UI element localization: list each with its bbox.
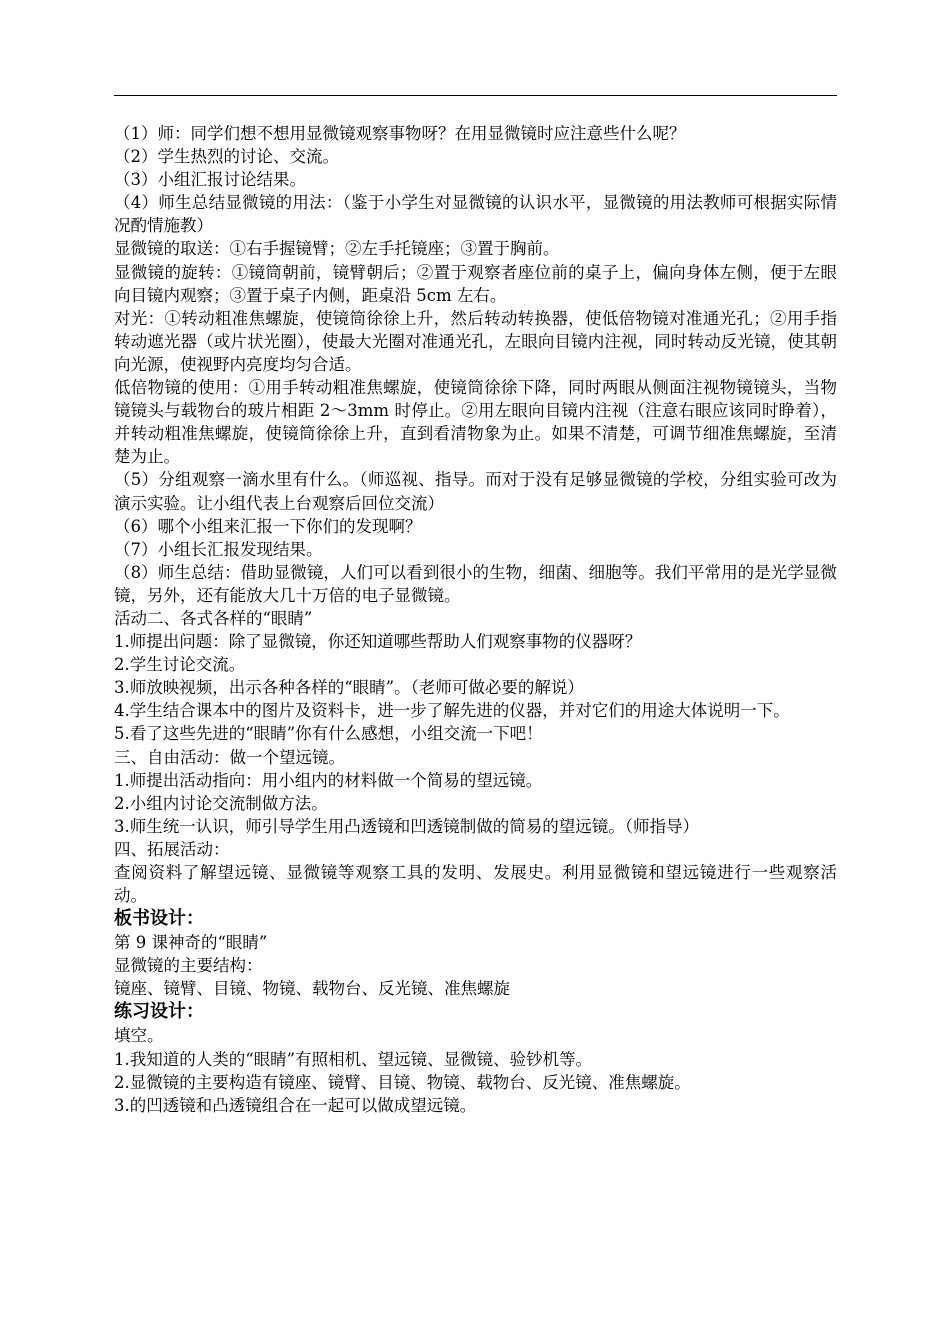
section-heading: 练习设计： [114,1001,204,1023]
paragraph: （5）分组观察一滴水里有什么。（师巡视、指导。而对于没有足够显微镜的学校，分组实验可改为演示实验。让小组代表上台观察后回位交流） [114,470,837,513]
paragraph: 3.的凹透镜和凸透镜组合在一起可以做成望远镜。 [114,1095,477,1115]
paragraph: 3.师放映视频，出示各种各样的“眼睛”。（老师可做必要的解说） [114,678,584,698]
section-heading: 板书设计： [114,908,204,930]
paragraph: 2.显微镜的主要构造有镜座、镜臂、目镜、物镜、载物台、反光镜、准焦螺旋。 [114,1072,691,1092]
paragraph: 查阅资料了解望远镜、显微镜等观察工具的发明、发展史。利用显微镜和望远镜进行一些观察活动。 [114,863,837,906]
paragraph: （1）师：同学们想不想用显微镜观察事物呀？在用显微镜时应注意些什么呢？ [114,124,686,143]
paragraph: （6）哪个小组来汇报一下你们的发现啊？ [114,516,422,536]
paragraph: 2.小组内讨论交流制做方法。 [114,793,328,813]
paragraph: 3.师生统一认识，师引导学生用凸透镜和凹透镜制做的简易的望远镜。（师指导） [114,816,699,836]
paragraph: 镜座、镜臂、目镜、物镜、载物台、反光镜、准焦螺旋 [114,979,510,999]
paragraph: 1.师提出问题：除了显微镜，你还知道哪些帮助人们观察事物的仪器呀？ [114,632,642,652]
paragraph: 1.我知道的人类的“眼睛”有照相机、望远镜、显微镜、验钞机等。 [114,1049,593,1069]
paragraph: 显微镜的旋转：①镜筒朝前，镜臂朝后；②置于观察者座位前的桌子上，偏向身体左侧，便于左眼向目镜内观察；③置于桌子内侧，距桌沿 5cm 左右。 [114,262,837,305]
paragraph: 低倍物镜的使用：①用手转动粗准焦螺旋，使镜筒徐徐下降，同时两眼从侧面注视物镜镜头，当物镜镜头与载物台的玻片相距 2～3mm 时停止。②用左眼向目镜内注视（注意右眼应该同时睁着），并转动粗准焦螺旋，使镜筒徐徐上升，直到看清物象为止。如果不清楚，可调节细准焦螺旋，至清楚为止。 [114,378,837,467]
paragraph: 显微镜的取送：①右手握镜臂；②左手托镜座；③置于胸前。 [114,239,560,259]
paragraph: 对光：①转动粗准焦螺旋，使镜筒徐徐上升，然后转动转换器，使低倍物镜对准通光孔；②用手指转动遮光器（或片状光圈），使最大光圈对准通光孔，左眼向目镜内注视，同时转动反光镜，使其朝向光源，使视野内亮度均匀合适。 [114,308,837,374]
paragraph: 活动二、各式各样的“眼睛” [114,608,313,628]
document-body [114,122,837,1117]
paragraph: 四、拓展活动： [114,839,230,859]
paragraph: 填空。 [114,1026,164,1046]
header-rule [114,95,837,96]
paragraph: （7）小组长汇报发现结果。 [114,539,323,559]
paragraph: （3）小组汇报讨论结果。 [114,170,306,190]
paragraph: 1.师提出活动指向：用小组内的材料做一个简易的望远镜。 [114,770,543,790]
paragraph: （2）学生热烈的讨论、交流。 [114,147,339,167]
paragraph: 三、自由活动：做一个望远镜。 [114,747,345,767]
paragraph: 2.学生讨论交流。 [114,655,246,675]
paragraph: （8）师生总结：借助显微镜，人们可以看到很小的生物，细菌、细胞等。我们平常用的是光学显微镜，另外，还有能放大几十万倍的电子显微镜。 [114,562,837,605]
paragraph: 显微镜的主要结构： [114,956,263,976]
paragraph: 5.看了这些先进的“眼睛”你有什么感想，小组交流一下吧！ [114,724,543,744]
paragraph: （4）师生总结显微镜的用法：（鉴于小学生对显微镜的认识水平，显微镜的用法教师可根据实际情况酌情施教） [114,193,837,236]
paragraph: 第 9 课神奇的“眼睛” [114,933,268,953]
paragraph: 4.学生结合课本中的图片及资料卡，进一步了解先进的仪器，并对它们的用途大体说明一下。 [114,701,790,721]
